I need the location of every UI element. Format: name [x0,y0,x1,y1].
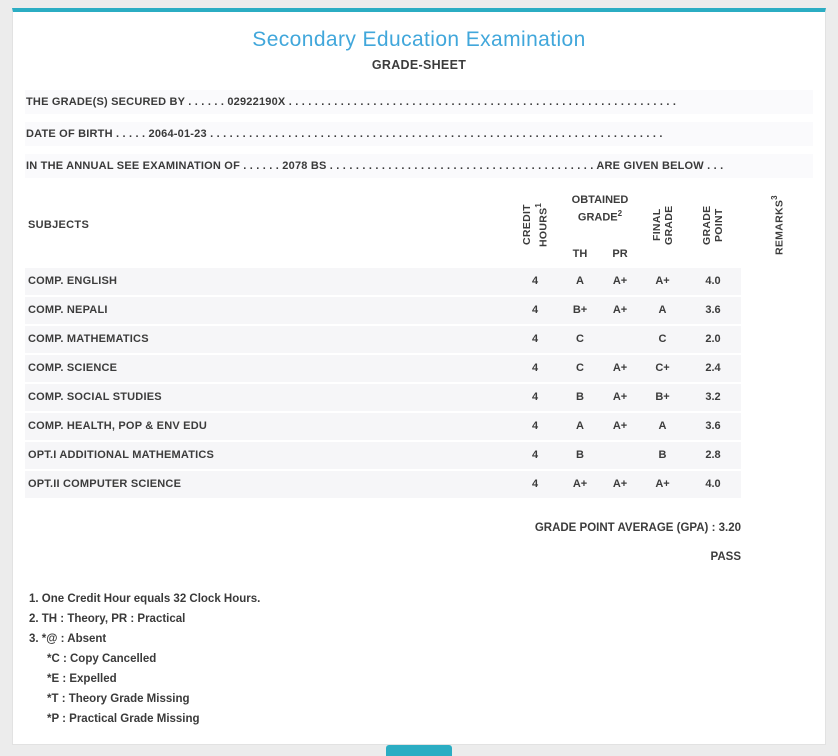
footnote-line: *C : Copy Cancelled [47,653,157,665]
statement-exam-year: IN THE ANNUAL SEE EXAMINATION OF . . . . . . 2078 BS . . . . . . . . . . . . . . . . . . . . . . . . . . . . . . . . . . . . . . . . . ARE GIVEN BELOW . . . [25,154,813,178]
remarks-cell [741,413,813,440]
th-grade-cell: A [560,268,600,295]
table-row [25,326,813,353]
obtained-grade-label [560,194,640,225]
grade-point-cell: 3.2 [685,384,741,411]
table-row [25,413,813,440]
table-row [25,442,813,469]
grade-point-cell: 2.4 [685,355,741,382]
table-row [25,355,813,382]
final-grade-cell: A+ [640,268,685,295]
footnote-line: *P : Practical Grade Missing [47,713,200,725]
subject-cell: COMP. MATHEMATICS [25,326,510,353]
final-grade-cell: A [640,413,685,440]
statement-candidate: THE GRADE(S) SECURED BY . . . . . . 02922190X . . . . . . . . . . . . . . . . . . . . . . . . . . . . . . . . . . . . . . . . . . . . . . . . . . . . . . . . . . . . [25,90,813,114]
obtained-grade-text: OBTAINED GRADE [571,194,629,224]
table-row [25,384,813,411]
credit-hours-cell: 4 [510,355,560,382]
footnotes [25,589,813,729]
final-grade-cell: B [640,442,685,469]
grade-sheet-card [12,8,826,745]
footnote-line: 3. *@ : Absent [29,633,107,645]
remarks-cell [741,442,813,469]
credit-hours-cell: 4 [510,326,560,353]
th-grade-cell: B [560,384,600,411]
grade-point-cell: 3.6 [685,413,741,440]
grade-point-header [685,186,741,264]
subject-cell: COMP. SOCIAL STUDIES [25,384,510,411]
final-grade-cell: C+ [640,355,685,382]
credit-hours-cell: 4 [510,268,560,295]
th-grade-cell: C [560,355,600,382]
remarks-cell [741,384,813,411]
table-row [25,471,813,498]
subject-cell: COMP. ENGLISH [25,268,510,295]
footnote-line: *T : Theory Grade Missing [47,693,190,705]
pr-grade-cell [600,442,640,469]
th-grade-cell: A+ [560,471,600,498]
subject-cell: OPT.I ADDITIONAL MATHEMATICS [25,442,510,469]
pr-grade-cell: A+ [600,268,640,295]
credit-hours-cell: 4 [510,471,560,498]
remarks-text: REMARKS [773,199,786,255]
remarks-label [769,192,786,258]
page-subtitle: GRADE-SHEET [371,58,467,72]
grade-point-label: GRADE POINT [701,205,725,245]
pr-grade-cell: A+ [600,384,640,411]
remarks-header [741,186,813,264]
gpa-line: GRADE POINT AVERAGE (GPA) : 3.20 [534,522,741,534]
grade-point-cell: 2.8 [685,442,741,469]
subjects-header: SUBJECTS [28,219,90,231]
bottom-tab[interactable] [386,745,452,756]
remarks-cell [741,355,813,382]
footnote-line: 1. One Credit Hour equals 32 Clock Hours. [29,593,261,605]
grade-point-cell: 3.6 [685,297,741,324]
obtained-grade-superscript: 2 [617,209,623,218]
pr-grade-cell: A+ [600,413,640,440]
final-grade-cell: A [640,297,685,324]
table-row [25,297,813,324]
remarks-cell [741,326,813,353]
credit-hours-cell: 4 [510,384,560,411]
final-grade-cell: B+ [640,384,685,411]
subject-cell: COMP. NEPALI [25,297,510,324]
statement-dob: DATE OF BIRTH . . . . . 2064-01-23 . . . . . . . . . . . . . . . . . . . . . . . . . . . . . . . . . . . . . . . . . . . . . . . . . . . . . . . . . . . . . . . . . . . . . . [25,122,813,146]
final-grade-header [640,186,685,264]
pr-grade-cell [600,326,640,353]
credit-hours-cell: 4 [510,442,560,469]
subject-cell: OPT.II COMPUTER SCIENCE [25,471,510,498]
result-status: PASS [710,551,741,563]
grade-table [25,186,813,498]
obtained-grade-header [560,186,640,264]
page-title: Secondary Education Examination [252,28,586,51]
final-grade-cell: A+ [640,471,685,498]
remarks-superscript: 3 [769,195,779,200]
subject-cell: COMP. HEALTH, POP & ENV EDU [25,413,510,440]
th-grade-cell: B [560,442,600,469]
credit-hours-superscript: 1 [533,202,543,208]
credit-hours-cell: 4 [510,297,560,324]
remarks-cell [741,471,813,498]
final-grade-label: FINAL GRADE [650,205,675,245]
remarks-cell [741,297,813,324]
subject-cell: COMP. SCIENCE [25,355,510,382]
th-grade-cell: C [560,326,600,353]
pr-grade-cell: A+ [600,297,640,324]
th-grade-cell: A [560,413,600,440]
th-header: TH [572,248,588,260]
grade-point-cell: 4.0 [685,471,741,498]
grade-point-cell: 2.0 [685,326,741,353]
statements [25,90,813,178]
footnote-line: 2. TH : Theory, PR : Practical [29,613,186,625]
grade-point-cell: 4.0 [685,268,741,295]
pr-grade-cell: A+ [600,471,640,498]
credit-hours-label [521,192,550,258]
footnote-line: *E : Expelled [47,673,117,685]
final-grade-cell: C [640,326,685,353]
credit-hours-cell: 4 [510,413,560,440]
pr-header: PR [612,248,628,260]
grade-table-body [25,268,813,498]
th-grade-cell: B+ [560,297,600,324]
obtained-grade-subheaders [560,248,640,260]
table-row [25,268,813,295]
credit-hours-header [510,186,560,264]
pr-grade-cell: A+ [600,355,640,382]
remarks-cell [741,268,813,295]
credit-hours-text: CREDIT HOURS [520,204,550,248]
table-header [25,186,813,264]
